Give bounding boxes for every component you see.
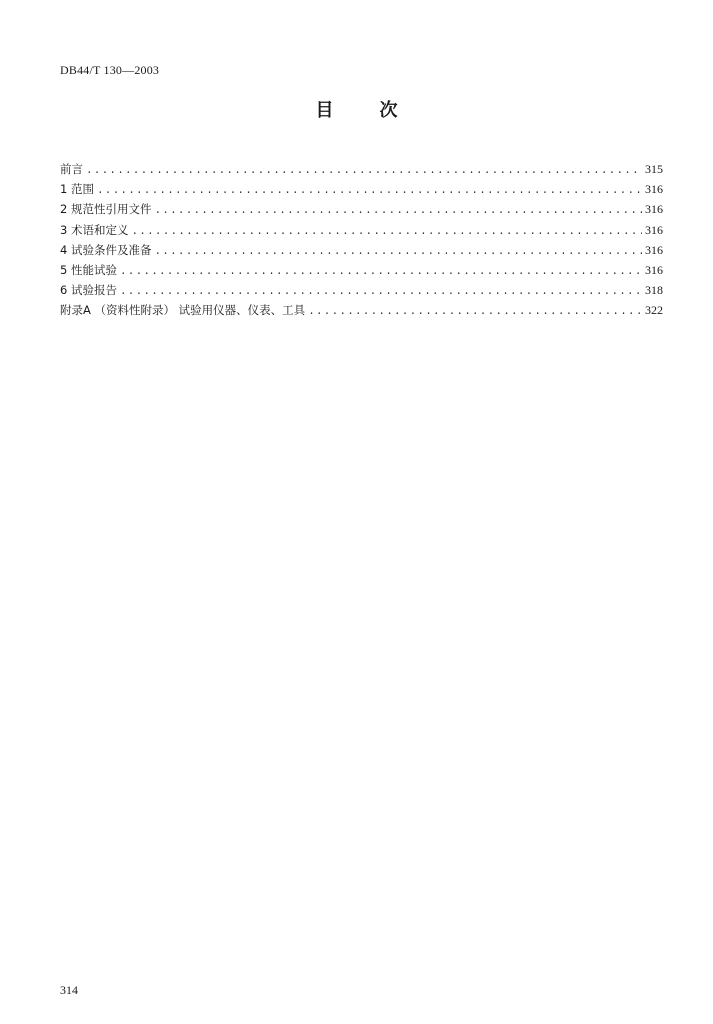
toc-title-char-1: 目 (315, 100, 334, 121)
toc-entry-page: 315 (645, 162, 663, 176)
toc-dot-leader (120, 282, 642, 302)
toc-entry-label: 附录A （资料性附录） 试验用仪器、仪表、工具 (60, 303, 306, 318)
toc-entry-label: 6 试验报告 (60, 283, 117, 298)
toc-entry-page: 316 (645, 262, 663, 277)
document-code: DB44/T 130—2003 (60, 63, 160, 77)
toc-entry-page: 322 (645, 303, 663, 318)
toc-entry-page: 316 (645, 202, 663, 217)
table-of-contents (60, 159, 663, 321)
toc-entry-label: 1 范围 (60, 182, 94, 197)
page-number: 314 (60, 983, 78, 997)
toc-entry-foreword[interactable] (60, 159, 663, 179)
toc-entry-test-conditions[interactable] (60, 240, 663, 260)
toc-dot-leader (154, 242, 642, 262)
toc-entry-page: 318 (645, 283, 663, 298)
toc-entry-label: 3 术语和定义 (60, 222, 129, 237)
toc-dot-leader (154, 201, 642, 221)
toc-dot-leader (308, 302, 642, 322)
toc-title (0, 96, 713, 122)
toc-entry-normative-references[interactable] (60, 199, 663, 219)
toc-entry-annex-a[interactable] (60, 300, 663, 320)
toc-entry-performance-tests[interactable] (60, 260, 663, 280)
toc-dot-leader (97, 181, 642, 201)
toc-entry-scope[interactable] (60, 179, 663, 199)
toc-entry-test-report[interactable] (60, 280, 663, 300)
toc-entry-page: 316 (645, 242, 663, 257)
toc-title-char-2: 次 (379, 100, 398, 121)
toc-entry-label: 前言 (60, 162, 83, 176)
toc-entry-terms-definitions[interactable] (60, 220, 663, 240)
toc-entry-page: 316 (645, 222, 663, 237)
toc-dot-leader (120, 262, 642, 282)
toc-entry-label: 4 试验条件及准备 (60, 242, 152, 257)
toc-entry-label: 5 性能试验 (60, 262, 117, 277)
toc-entry-page: 316 (645, 182, 663, 197)
toc-entry-label: 2 规范性引用文件 (60, 202, 152, 217)
toc-dot-leader (86, 161, 642, 181)
toc-dot-leader (131, 222, 642, 242)
